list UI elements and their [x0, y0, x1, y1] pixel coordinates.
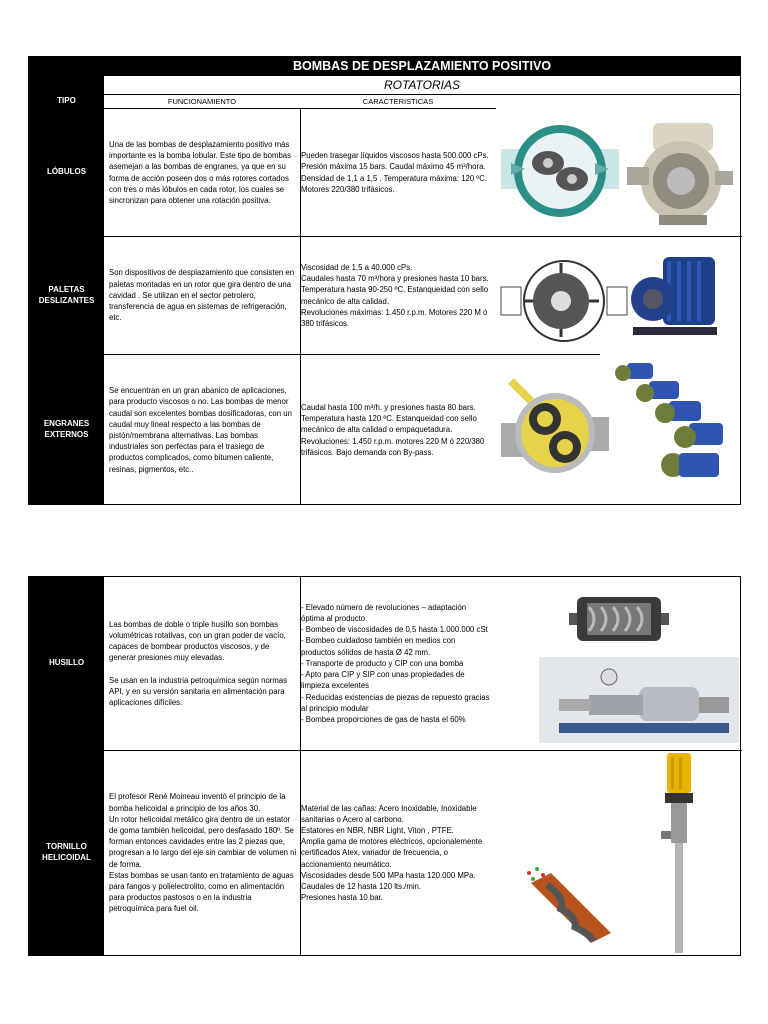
- pump-table-husillo: [28, 576, 741, 956]
- helical-pump-photo-image: [649, 751, 709, 955]
- col-header-funcionamiento: FUNCIONAMIENTO: [104, 95, 300, 109]
- vane-pump-diagram-image: [499, 251, 629, 347]
- tipo-husillo: HUSILLO: [48, 658, 85, 668]
- func-husillo: Las bombas de doble o triple husillo son bombas volumétricas rotativas, con un gran poder de vacío, capaces de bombear productos viscosos, y de generar presiones muy elevadas. Se usan en la industria petroquímica según normas API, y en su versión sanitaria en alimentación para aplicaciones difíciles.: [109, 619, 288, 708]
- vane-pump-photo-image: [623, 247, 723, 347]
- car-paletas: Viscosidad de 1,5 a 40.000 cPs. Caudales hasta 70 m³/hora y presiones hasta 10 bars. Temperatura hasta 90-250 ºC. Estanqueidad con sello mecánico de alta calidad. Revoluciones máximas: 1.450 r.p.m. Motores 220 M ó 380 trifásicos.: [301, 262, 489, 328]
- lobe-pump-photo-image: [623, 115, 738, 233]
- car-engranes: Caudal hasta 100 m³/h. y presiones hasta 80 bars. Temperatura hasta 120 ºC. Estanqueidad con sello mecánico de alta calidad o empaquetadura. Revoluciones: 1.450 r.p.m. motores 220 M ó 220/380 trifásicos. Bajo demanda con By-pass.: [301, 402, 485, 457]
- gear-pump-diagram-image: [501, 373, 609, 483]
- gear-pump-photo-image: [603, 357, 739, 485]
- tipo-lobulos: LÓBULOS: [46, 167, 87, 177]
- screw-pump-photo-image: [539, 657, 739, 743]
- table-subtitle: ROTATORIAS: [104, 76, 740, 95]
- table-title: BOMBAS DE DESPLAZAMIENTO POSITIVO: [104, 57, 740, 76]
- tipo-tornillo: TORNILLO HELICOIDAL: [42, 842, 91, 862]
- helical-rotor-image: [521, 863, 621, 949]
- col-header-caracteristicas: CARACTERISTICAS: [300, 95, 496, 109]
- pump-table-rotatorias: [28, 56, 741, 505]
- func-paletas: Son dispositivos de desplazamiento que consisten en paletas montadas en un rotor que gira dentro de una cavidad . Se utilizan en el sector petrolero, transferencia de agua en sistemas de refrigeración, etc.: [109, 268, 295, 323]
- tipo-paletas: PALETAS DESLIZANTES: [38, 284, 95, 305]
- func-tornillo: El profesor René Moineau inventó el principio de la bomba helicoidal a principio de los años 30. Un rotor helicoidal metálico gira dentro de un estator de goma también helicoidal, pero desfasado 180º. Se forman entonces cavidades entre las 2 piezas que, progresan a lo largo del eje sin cambiar de volumen ni de forma. Estas bombas se usan tanto en tratamiento de aguas para fangos y polielectrolito, como en alimentación para productos pastosos o en la industria petroquímica para fuel oil.: [109, 792, 297, 914]
- func-lobulos: Una de las bombas de desplazamiento positivo más importante es la bomba lobular. Este tipo de bombas asemejan a las bombas de engranes, ya que en su forma de acción poseen dos o más rotores cortados con tres o más lóbulos en cada rotor, los cuales se sincronizan para obtener una rotación positiva.: [109, 139, 292, 205]
- screw-pump-cutaway-image: [569, 587, 669, 651]
- col-header-tipo: TIPO: [57, 95, 76, 105]
- car-husillo: - Elevado número de revoluciones – adaptación óptima al producto - Bombeo de viscosidades de 0,5 hasta 1.000.000 cSt - Bombeo cuidadoso también en medios con productos sólidos de hasta Ø 42 mm. - Transporte de producto y CIP con una bomba - Apto para CIP y SIP con unas propiedades de limpieza excelentes - Reducidas existencias de piezas de repuesto gracias al principio modular - Bombea proporciones de gas de hasta el 60%: [301, 602, 490, 724]
- func-engranes: Se encuentran en un gran abanico de aplicaciones, para producto viscosos o no. Las bombas de menor caudal son excelentes bombas dosificadoras, con un caudal muy lineal respecto a las bombas de pistón/membrana alternativas. Las bombas industriales son perfectas para el trasiego de productos complicados, como bitumen caliente, resinas, pigmentos, etc..: [109, 386, 292, 474]
- car-tornillo: Material de las cañas: Acero Inoxidable, Inoxidable sanitarias o Acero al carbono. Estatores en NBR, NBR Light, Viton , PTFE. Amplia gama de motores eléctricos, opcionalemente certificados Atex, variador de frecuencia, o accionamiento neumático. Viscosidades desde 500 MPa hasta 120.000 MPa. Caudales de 12 hasta 120 lts./min. Presiones hasta 10 bar.: [301, 803, 483, 903]
- car-lobulos: Pueden trasegar líquidos viscosos hasta 500.000 cPs. Presión máxima 15 bars. Caudal máximo 45 m³/hora. Densidad de 1,1 a 1,5 . Temperatura máxima: 120 ºC. Motores 220/380 trifásicos.: [301, 151, 489, 194]
- lobe-pump-diagram-image: [501, 111, 619, 235]
- tipo-engranes: ENGRANES EXTERNOS: [43, 419, 90, 439]
